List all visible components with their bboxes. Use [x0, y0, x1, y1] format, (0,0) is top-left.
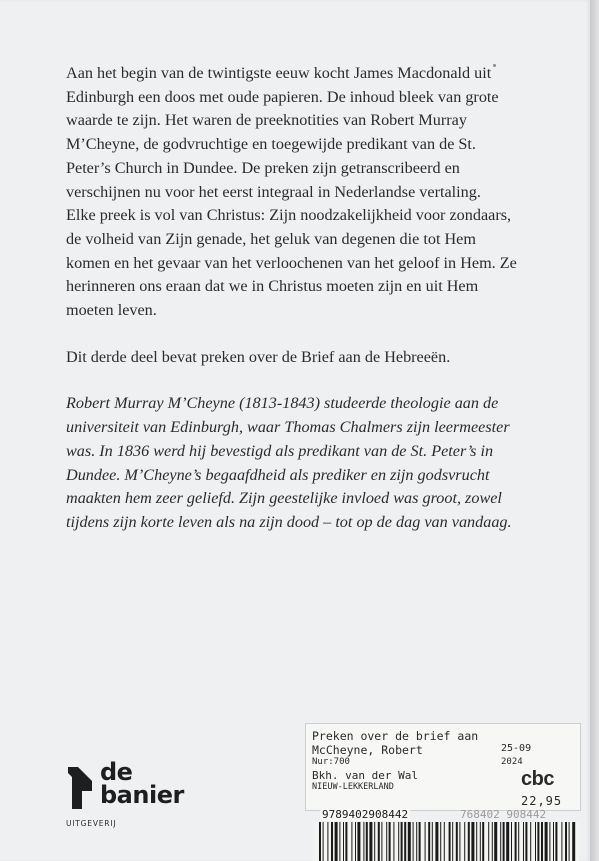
barcode-bar	[319, 822, 321, 861]
sticker-date-day: 25-09	[501, 743, 532, 754]
blurb-paragraph-2: Elke preek is vol van Christus: Zijn noodzakelijkheid voor zondaars, de volheid van Zijn genade, het geluk van degenen die tot Hem komen en het gevaar van het verloochenen van het geloof in Hem. Ze herinneren ons eraan dat we in Christus moeten zijn en uit Hem moeten leven.	[66, 206, 517, 320]
sticker-shop-logo: cbc	[521, 768, 554, 790]
barcode-bar	[569, 822, 570, 861]
sticker-location: NIEUW-LEKKERLAND	[312, 782, 394, 792]
sticker-price: 22,95	[521, 794, 563, 808]
barcode-bar	[523, 822, 524, 861]
barcode-bar	[506, 822, 509, 861]
publisher-logo-mark	[66, 765, 94, 811]
barcode-bar	[393, 822, 394, 861]
barcode-bar	[482, 822, 484, 861]
barcode-bar	[327, 822, 328, 861]
blurb-text	[66, 62, 521, 535]
barcode-bar	[345, 822, 347, 861]
barcode-bar	[541, 822, 543, 861]
barcode-bar	[386, 822, 387, 861]
barcode-bar	[440, 822, 441, 861]
sticker-nur: Nur:700	[312, 757, 350, 767]
publisher-logo	[66, 758, 196, 835]
barcode-bar	[537, 822, 539, 861]
sticker-date-year: 2024	[501, 757, 523, 767]
barcode-bar	[500, 822, 501, 861]
barcode-bar	[419, 822, 421, 861]
publisher-logo-subtitle: UITGEVERIJ	[66, 819, 117, 828]
barcode-bar	[494, 822, 497, 861]
barcode-bar	[488, 822, 489, 861]
barcode-bar	[369, 822, 372, 861]
barcode-bar	[480, 822, 481, 861]
barcode-bar	[518, 822, 519, 861]
barcode-bar	[530, 822, 531, 861]
author-bio: Robert Murray M’Cheyne (1813-1843) studeerde theologie aan de universiteit van Edinburgh, waar Thomas Chalmers zijn leermeester was. In 1836 werd hij bevestigd als predikant van de St. Peter’s in Dundee. M’Cheyne’s begaafdheid als prediker en zijn godsvrucht maakten hem zeer geliefd. Zijn geestelijke invloed was groot, zowel tijdens zijn korte leven als na zijn dood – tot op de dag van vandaag.	[66, 394, 512, 531]
barcode-bar	[468, 822, 470, 861]
barcode-bar	[452, 822, 453, 861]
blurb-paragraph-1: Aan het begin van de twintigste eeuw kocht James Macdonald uit Edinburgh een doos met oude papieren. De inhoud bleek van grote waarde te zijn. Het waren de preeknotities van Robert Murray M’Cheyne, de godvruchtige en toegewijde predikant van de St. Peter’s Church in Dundee. De preken zijn getranscribeerd en verschijnen nu voor het eerst integraal in Nederlandse vertaling.	[66, 64, 499, 201]
isbn-barcode	[313, 822, 579, 861]
barcode-bar	[331, 822, 333, 861]
barcode-bar	[572, 822, 575, 861]
barcode-bar	[444, 822, 445, 861]
barcode-bar	[335, 822, 338, 861]
sticker-title: Preken over de brief aan	[312, 729, 479, 743]
barcode-bar	[555, 822, 557, 861]
barcode-bar	[565, 822, 567, 861]
barcode-bar	[339, 822, 340, 861]
barcode-bar	[515, 822, 517, 861]
barcode-bar	[366, 822, 368, 861]
barcode-bar	[416, 822, 417, 861]
barcode-bar	[449, 822, 451, 861]
barcode-bar	[535, 822, 536, 861]
barcode-bar	[464, 822, 465, 861]
sticker-author: McCheyne, Robert	[312, 743, 423, 757]
barcode-number: 9789402908442	[322, 808, 409, 821]
barcode-bar	[525, 822, 527, 861]
barcode-bar	[408, 822, 411, 861]
barcode-bar	[398, 822, 399, 861]
barcode-number-faint: 768402 908442	[460, 808, 547, 821]
publisher-logo-wordmark	[100, 758, 184, 809]
blurb-paragraph-3: Dit derde deel bevat preken over de Brief aan de Hebreeën.	[66, 347, 451, 366]
price-sticker	[305, 723, 581, 811]
barcode-bar	[435, 822, 438, 861]
barcode-bar	[404, 822, 406, 861]
barcode-bar	[456, 822, 458, 861]
barcode-bar	[374, 822, 375, 861]
barcode-bar	[549, 822, 550, 861]
barcode-bar	[459, 822, 460, 861]
sticker-shop: Bkh. van der Wal	[312, 769, 418, 782]
barcode-bar	[381, 822, 382, 861]
barcode-bar	[471, 822, 474, 861]
barcode-bar	[476, 822, 477, 861]
barcode-bar	[561, 822, 562, 861]
barcode-bar	[425, 822, 426, 861]
barcode-bar	[355, 822, 356, 861]
barcode-bar	[511, 822, 512, 861]
barcode-bar	[545, 822, 548, 861]
barcode-bar	[357, 822, 360, 861]
cover-edge	[590, 0, 599, 861]
barcode-bar	[363, 822, 364, 861]
barcode-bar	[378, 822, 380, 861]
barcode-bar	[343, 822, 344, 861]
barcode-bar	[553, 822, 554, 861]
barcode-bar	[323, 822, 324, 861]
barcode-bar	[503, 822, 505, 861]
barcode-bar	[413, 822, 414, 861]
barcode-bar	[432, 822, 433, 861]
publisher-logo-line2: banier	[100, 781, 184, 809]
publisher-logo-line1: de	[100, 758, 133, 786]
barcode-bar	[401, 822, 403, 861]
barcode-bar	[389, 822, 391, 861]
barcode-bar	[492, 822, 493, 861]
barcode-bar	[428, 822, 430, 861]
barcode-bar	[351, 822, 352, 861]
